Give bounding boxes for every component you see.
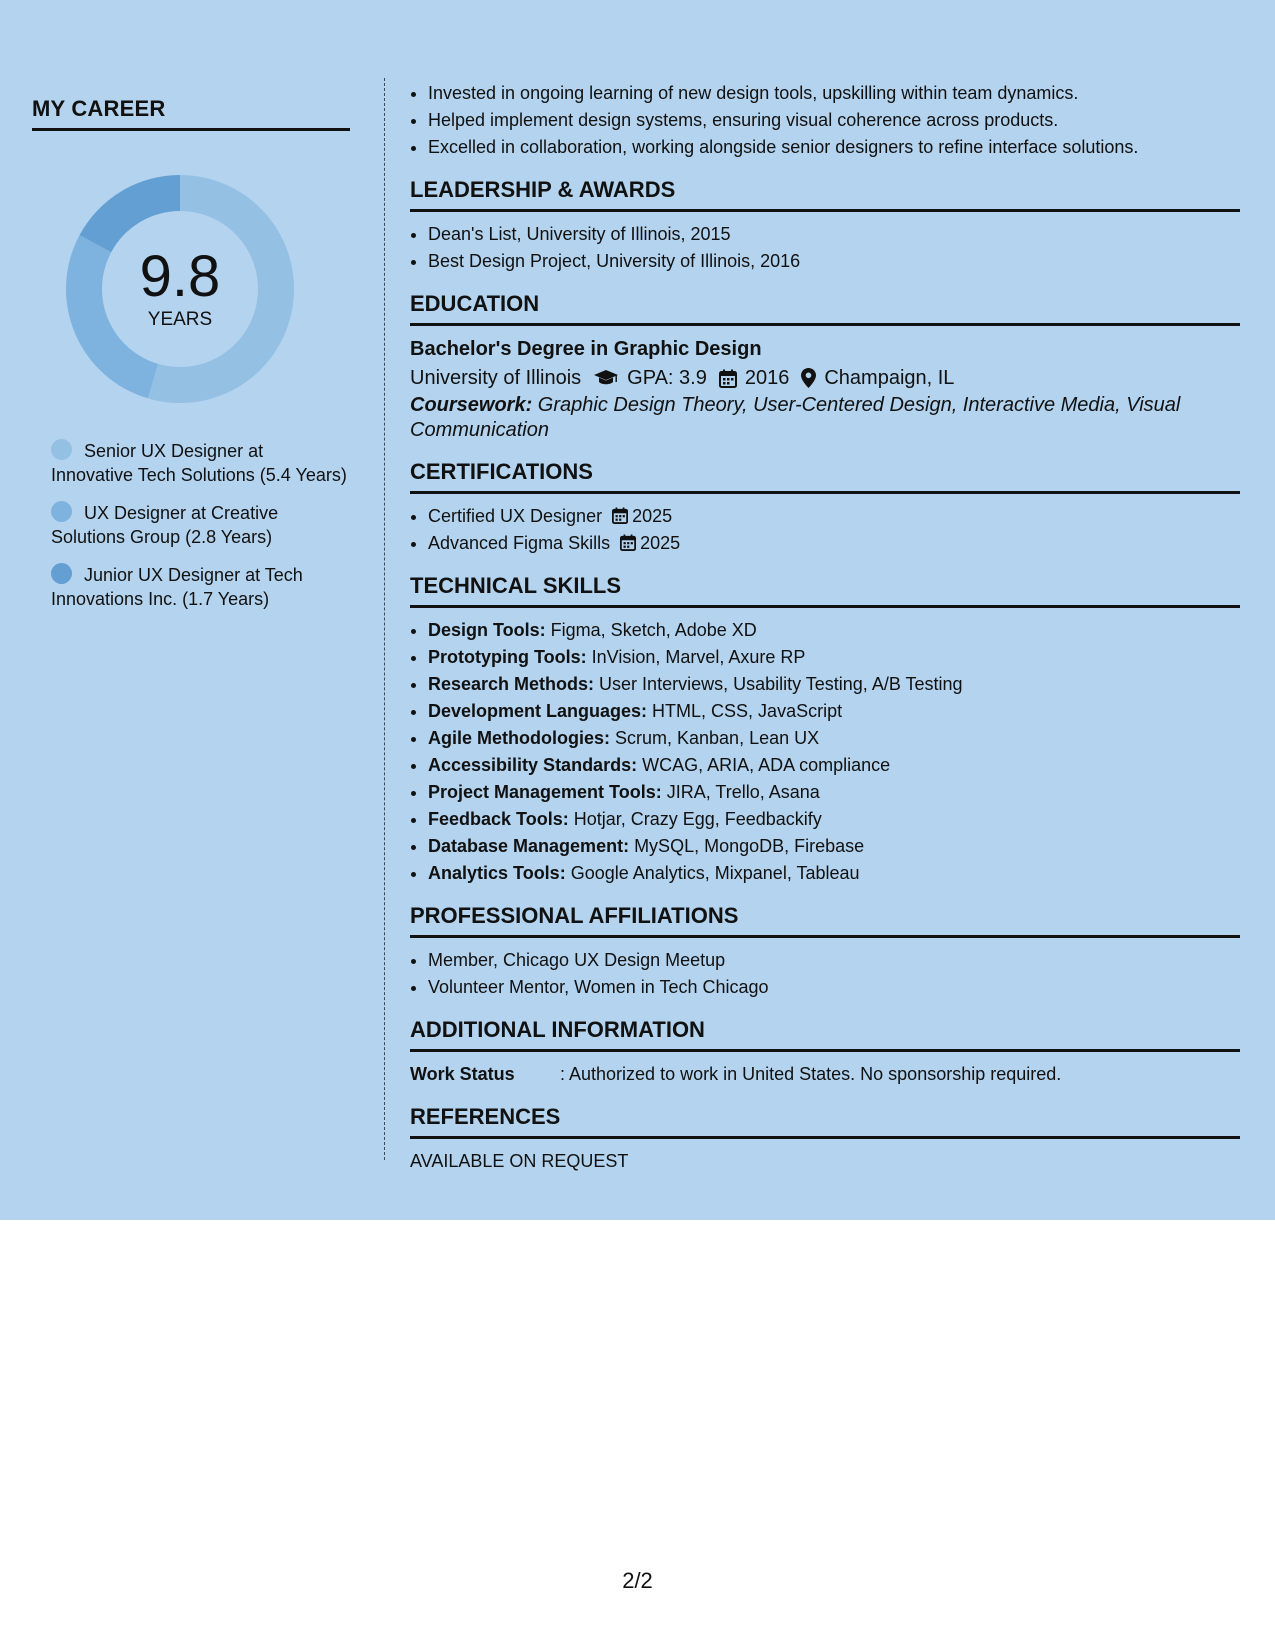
list-item: • Member, Chicago UX Design Meetup [428,947,1240,974]
list-item [428,671,1240,698]
column-divider [384,78,385,1160]
skill-value: WCAG, ARIA, ADA compliance [637,755,891,775]
list-item [428,752,1240,779]
coursework-label: Coursework: [410,394,533,416]
list-item [428,806,1240,833]
total-years-unit: YEARS [147,309,213,330]
list-item: • Volunteer Mentor, Women in Tech Chicago [428,974,1240,1001]
skill-label: Project Management Tools: [428,782,662,802]
coursework-list: Graphic Design Theory, User-Centered Design, Interactive Media, Visual Communication [410,394,1181,441]
career-heading: MY CAREER [32,96,350,131]
work-status-row [410,1061,1240,1088]
skill-value: MySQL, MongoDB, Firebase [629,836,865,856]
legend-item [51,501,350,549]
list-item [428,503,1240,530]
page-number: 2/2 [622,1568,653,1593]
list-item [428,698,1240,725]
total-years-value: 9.8 [139,244,221,309]
skill-label: Agile Methodologies: [428,728,610,748]
calendar-icon [612,507,628,524]
skill-label: Database Management: [428,836,630,856]
legend-item [51,563,350,611]
certifications-list [410,503,1240,557]
section-heading-certifications: CERTIFICATIONS [410,459,1240,494]
skill-label: Analytics Tools: [428,863,566,883]
list-item: • Dean's List, University of Illinois, 2015 [428,221,1240,248]
work-status-value: : Authorized to work in United States. No sponsorship required. [560,1064,1062,1084]
legend-label: Junior UX Designer at Tech Innovations Inc. (1.7 Years) [51,565,303,609]
skill-value: User Interviews, Usability Testing, A/B Testing [594,674,963,694]
education-school: University of Illinois [410,367,582,389]
section-heading-additional: ADDITIONAL INFORMATION [410,1017,1240,1052]
calendar-icon [620,534,636,551]
affiliations-list [410,947,1240,1001]
references-text: AVAILABLE ON REQUEST [410,1151,629,1171]
section-heading-affiliations: PROFESSIONAL AFFILIATIONS [410,903,1240,938]
skill-label: Development Languages: [428,701,648,721]
career-donut-chart [66,175,294,403]
skill-value: Google Analytics, Mixpanel, Tableau [565,863,860,883]
career-legend [32,439,350,611]
skill-value: InVision, Marvel, Axure RP [586,647,806,667]
graduation-cap-icon [593,369,619,387]
education-degree: Bachelor's Degree in Graphic Design [410,338,762,360]
cert-name: Advanced Figma Skills [428,533,611,553]
cert-year: 2025 [640,533,681,553]
section-heading-skills: TECHNICAL SKILLS [410,573,1240,608]
section-heading-leadership: LEADERSHIP & AWARDS [410,177,1240,212]
list-item [428,833,1240,860]
list-item: • Excelled in collaboration, working alongside senior designers to refine interface solutions. [428,134,1240,161]
legend-swatch [51,563,72,584]
list-item: • Best Design Project, University of Illinois, 2016 [428,248,1240,275]
donut-center [66,175,294,403]
cert-name: Certified UX Designer [428,506,603,526]
list-item [428,779,1240,806]
work-status-label: Work Status [410,1064,515,1084]
skill-value: HTML, CSS, JavaScript [647,701,843,721]
skill-label: Research Methods: [428,674,595,694]
skill-value: Scrum, Kanban, Lean UX [610,728,820,748]
legend-swatch [51,501,72,522]
list-item: • Helped implement design systems, ensuring visual coherence across products. [428,107,1240,134]
list-item [428,530,1240,557]
education-coursework [410,393,1240,443]
calendar-icon [719,369,737,388]
skill-value: JIRA, Trello, Asana [661,782,820,802]
education-meta [410,363,1240,393]
legend-label: UX Designer at Creative Solutions Group (2.8 Years) [51,503,279,547]
map-pin-icon [801,368,816,388]
list-item [428,725,1240,752]
skill-value: Hotjar, Crazy Egg, Feedbackify [568,809,822,829]
skill-value: Figma, Sketch, Adobe XD [545,620,757,640]
list-item [428,617,1240,644]
career-sidebar [32,96,350,625]
main-content [410,78,1240,1175]
cert-year: 2025 [632,506,673,526]
section-heading-education: EDUCATION [410,291,1240,326]
list-item: • Invested in ongoing learning of new design tools, upskilling within team dynamics. [428,80,1240,107]
leadership-list [410,221,1240,275]
legend-swatch [51,439,72,460]
education-location: Champaign, IL [824,367,955,389]
experience-bullets [410,80,1240,161]
skill-label: Design Tools: [428,620,546,640]
legend-label: Senior UX Designer at Innovative Tech Solutions (5.4 Years) [51,441,347,485]
skill-label: Accessibility Standards: [428,755,638,775]
list-item [428,644,1240,671]
education-year: 2016 [744,367,790,389]
legend-item [51,439,350,487]
education-gpa: GPA: 3.9 [627,367,707,389]
skill-label: Feedback Tools: [428,809,569,829]
skill-label: Prototyping Tools: [428,647,587,667]
skills-list [410,617,1240,887]
list-item [428,860,1240,887]
section-heading-references: REFERENCES [410,1104,1240,1139]
